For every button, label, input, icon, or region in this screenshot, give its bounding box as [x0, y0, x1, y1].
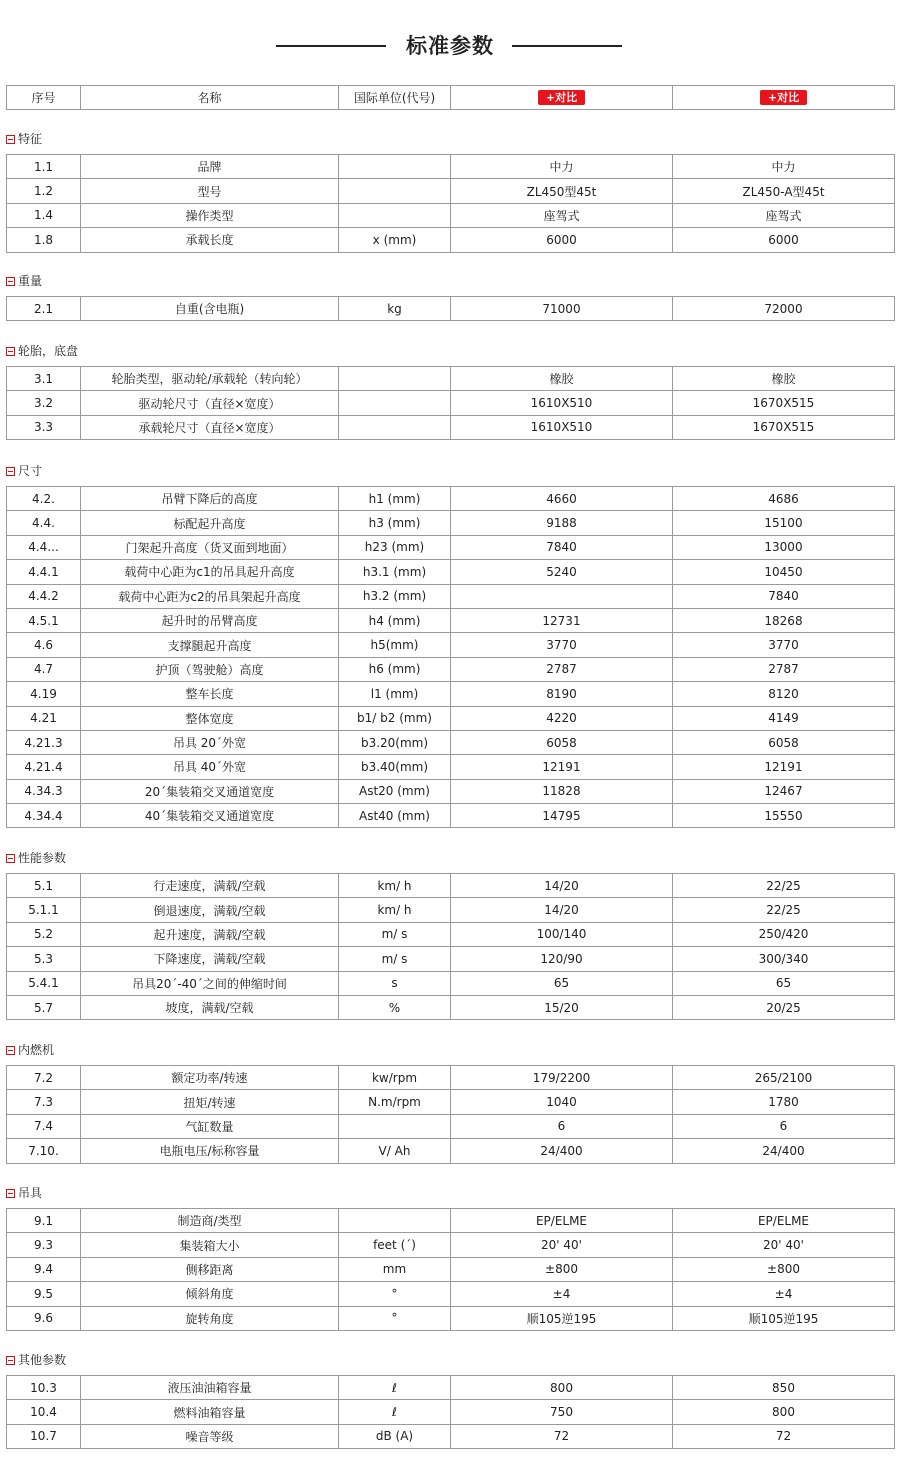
cell-unit: h5(mm) — [339, 633, 451, 657]
table-row — [7, 535, 895, 559]
cell-value-1: 3770 — [451, 633, 673, 657]
cell-no: 4.34.3 — [7, 779, 81, 803]
title-decor-line-right — [512, 45, 622, 47]
cell-unit: kg — [339, 297, 451, 321]
collapse-minus-icon[interactable] — [6, 135, 15, 144]
cell-name: 护顶（驾驶舱）高度 — [81, 657, 339, 681]
section-title: 轮胎，底盘 — [18, 344, 79, 358]
cell-value-2: 22/25 — [673, 874, 895, 898]
cell-unit — [339, 1114, 451, 1138]
cell-value-2: 座驾式 — [673, 203, 895, 227]
spec-table — [6, 873, 895, 1020]
compare-button-1[interactable]: +对比 — [538, 90, 585, 105]
cell-value-2: 8120 — [673, 682, 895, 706]
cell-unit — [339, 155, 451, 179]
table-row — [7, 560, 895, 584]
cell-name: 气缸数量 — [81, 1114, 339, 1138]
collapse-minus-icon[interactable] — [6, 347, 15, 356]
cell-value-2: 6 — [673, 1114, 895, 1138]
cell-no: 1.1 — [7, 155, 81, 179]
cell-no: 7.4 — [7, 1114, 81, 1138]
table-row — [7, 995, 895, 1019]
cell-value-2: 4149 — [673, 706, 895, 730]
cell-name: 支撑腿起升高度 — [81, 633, 339, 657]
cell-value-2: 15550 — [673, 804, 895, 828]
table-row — [7, 487, 895, 511]
cell-value-2: 800 — [673, 1400, 895, 1424]
section-header[interactable] — [6, 850, 66, 866]
spec-table — [6, 154, 895, 253]
header-row — [7, 86, 895, 110]
section-title: 内燃机 — [18, 1043, 55, 1057]
cell-unit: s — [339, 971, 451, 995]
cell-no: 2.1 — [7, 297, 81, 321]
table-row — [7, 682, 895, 706]
cell-no: 4.4. — [7, 511, 81, 535]
cell-no: 9.3 — [7, 1233, 81, 1257]
cell-unit: m/ s — [339, 947, 451, 971]
collapse-minus-icon[interactable] — [6, 1356, 15, 1365]
cell-no: 4.4... — [7, 535, 81, 559]
cell-no: 1.8 — [7, 228, 81, 252]
cell-value-2: 3770 — [673, 633, 895, 657]
section-header[interactable] — [6, 131, 42, 147]
table-row — [7, 608, 895, 632]
cell-value-2: 1670X515 — [673, 391, 895, 415]
cell-no: 7.3 — [7, 1090, 81, 1114]
cell-no: 4.21 — [7, 706, 81, 730]
table-row — [7, 657, 895, 681]
cell-name: 型号 — [81, 179, 339, 203]
cell-value-2: 24/400 — [673, 1139, 895, 1163]
table-row — [7, 367, 895, 391]
cell-value-2: 250/420 — [673, 922, 895, 946]
table-row — [7, 730, 895, 754]
table-row — [7, 297, 895, 321]
cell-name: 吊臂下降后的高度 — [81, 487, 339, 511]
cell-value-2: 2787 — [673, 657, 895, 681]
header-unit: 国际单位(代号) — [339, 86, 451, 110]
cell-name: 行走速度，满载/空载 — [81, 874, 339, 898]
cell-unit: m/ s — [339, 922, 451, 946]
cell-name: 制造商/类型 — [81, 1209, 339, 1233]
cell-unit: ° — [339, 1306, 451, 1330]
cell-name: 坡度，满载/空载 — [81, 995, 339, 1019]
cell-no: 4.6 — [7, 633, 81, 657]
cell-value-1: 65 — [451, 971, 673, 995]
header-compare-1 — [451, 86, 673, 110]
cell-no: 3.1 — [7, 367, 81, 391]
table-row — [7, 1114, 895, 1138]
cell-name: 40´集装箱交叉通道宽度 — [81, 804, 339, 828]
cell-value-1: ±800 — [451, 1257, 673, 1281]
cell-unit: h23 (mm) — [339, 535, 451, 559]
table-row — [7, 1306, 895, 1330]
table-row — [7, 391, 895, 415]
cell-name: 倾斜角度 — [81, 1282, 339, 1306]
cell-value-1: 14/20 — [451, 898, 673, 922]
cell-name: 驱动轮尺寸（直径×宽度） — [81, 391, 339, 415]
cell-unit: ° — [339, 1282, 451, 1306]
cell-unit — [339, 1209, 451, 1233]
cell-no: 10.4 — [7, 1400, 81, 1424]
spec-table — [6, 366, 895, 440]
cell-name: 标配起升高度 — [81, 511, 339, 535]
cell-no: 4.7 — [7, 657, 81, 681]
section-title: 特征 — [18, 132, 43, 146]
cell-no: 1.2 — [7, 179, 81, 203]
cell-name: 载荷中心距为c2的吊具架起升高度 — [81, 584, 339, 608]
cell-value-2: 18268 — [673, 608, 895, 632]
section-title: 其他参数 — [18, 1353, 67, 1367]
cell-value-1: 12731 — [451, 608, 673, 632]
cell-value-1: 14/20 — [451, 874, 673, 898]
section-header[interactable] — [6, 463, 42, 479]
spec-table — [6, 1065, 895, 1164]
cell-name: 自重(含电瓶) — [81, 297, 339, 321]
table-row — [7, 971, 895, 995]
table-row — [7, 755, 895, 779]
cell-unit — [339, 367, 451, 391]
cell-no: 3.2 — [7, 391, 81, 415]
cell-unit — [339, 391, 451, 415]
cell-name: 整车长度 — [81, 682, 339, 706]
cell-unit: h6 (mm) — [339, 657, 451, 681]
table-row — [7, 203, 895, 227]
cell-unit: b1/ b2 (mm) — [339, 706, 451, 730]
cell-name: 起升速度，满载/空载 — [81, 922, 339, 946]
section-title: 性能参数 — [18, 851, 67, 865]
cell-value-2: 10450 — [673, 560, 895, 584]
cell-name: 品牌 — [81, 155, 339, 179]
table-row — [7, 922, 895, 946]
cell-value-1: 1040 — [451, 1090, 673, 1114]
cell-no: 9.1 — [7, 1209, 81, 1233]
cell-unit: dB (A) — [339, 1424, 451, 1448]
cell-value-1: 12191 — [451, 755, 673, 779]
cell-value-2: 橡胶 — [673, 367, 895, 391]
cell-name: 吊具 40´外宽 — [81, 755, 339, 779]
cell-value-1: 5240 — [451, 560, 673, 584]
cell-no: 5.1.1 — [7, 898, 81, 922]
cell-unit: Ast40 (mm) — [339, 804, 451, 828]
cell-unit: h3.2 (mm) — [339, 584, 451, 608]
cell-name: 起升时的吊臂高度 — [81, 608, 339, 632]
cell-unit: N.m/rpm — [339, 1090, 451, 1114]
cell-value-1: 179/2200 — [451, 1066, 673, 1090]
table-row — [7, 1139, 895, 1163]
cell-value-1: 800 — [451, 1376, 673, 1400]
cell-value-1: ±4 — [451, 1282, 673, 1306]
cell-value-2: 13000 — [673, 535, 895, 559]
cell-no: 4.19 — [7, 682, 81, 706]
table-row — [7, 706, 895, 730]
collapse-minus-icon[interactable] — [6, 1046, 15, 1055]
cell-unit: % — [339, 995, 451, 1019]
cell-name: 电瓶电压/标称容量 — [81, 1139, 339, 1163]
cell-no: 4.5.1 — [7, 608, 81, 632]
cell-value-1: 15/20 — [451, 995, 673, 1019]
cell-unit — [339, 415, 451, 439]
table-row — [7, 1090, 895, 1114]
cell-unit: h3 (mm) — [339, 511, 451, 535]
cell-value-2: 850 — [673, 1376, 895, 1400]
cell-name: 承载长度 — [81, 228, 339, 252]
cell-no: 5.1 — [7, 874, 81, 898]
compare-button-2[interactable]: +对比 — [760, 90, 807, 105]
cell-no: 5.4.1 — [7, 971, 81, 995]
cell-name: 吊具 20´外宽 — [81, 730, 339, 754]
header-name: 名称 — [81, 86, 339, 110]
cell-value-2: 65 — [673, 971, 895, 995]
cell-name: 噪音等级 — [81, 1424, 339, 1448]
cell-name: 吊具20´-40´之间的伸缩时间 — [81, 971, 339, 995]
cell-unit: b3.40(mm) — [339, 755, 451, 779]
cell-name: 旋转角度 — [81, 1306, 339, 1330]
cell-value-2: 22/25 — [673, 898, 895, 922]
cell-value-1: 120/90 — [451, 947, 673, 971]
table-row — [7, 1209, 895, 1233]
cell-unit: ℓ — [339, 1400, 451, 1424]
cell-no: 10.7 — [7, 1424, 81, 1448]
cell-value-1: 橡胶 — [451, 367, 673, 391]
table-row — [7, 511, 895, 535]
cell-no: 9.6 — [7, 1306, 81, 1330]
cell-unit: ℓ — [339, 1376, 451, 1400]
cell-no: 9.4 — [7, 1257, 81, 1281]
cell-value-1: 7840 — [451, 535, 673, 559]
cell-no: 3.3 — [7, 415, 81, 439]
cell-name: 扭矩/转速 — [81, 1090, 339, 1114]
cell-value-2: 12191 — [673, 755, 895, 779]
cell-name: 20´集装箱交叉通道宽度 — [81, 779, 339, 803]
section-title: 尺寸 — [18, 464, 43, 478]
cell-name: 操作类型 — [81, 203, 339, 227]
cell-no: 9.5 — [7, 1282, 81, 1306]
table-row — [7, 1233, 895, 1257]
page-title-area — [0, 28, 900, 64]
cell-value-2: 265/2100 — [673, 1066, 895, 1090]
cell-value-2: EP/ELME — [673, 1209, 895, 1233]
table-row — [7, 584, 895, 608]
cell-value-2: 1780 — [673, 1090, 895, 1114]
table-row — [7, 415, 895, 439]
cell-value-2: 6000 — [673, 228, 895, 252]
cell-name: 倒退速度，满载/空载 — [81, 898, 339, 922]
cell-value-2: 中力 — [673, 155, 895, 179]
cell-value-2: 72000 — [673, 297, 895, 321]
cell-name: 载荷中心距为c1的吊具起升高度 — [81, 560, 339, 584]
cell-value-2: 72 — [673, 1424, 895, 1448]
header-no: 序号 — [7, 86, 81, 110]
table-row — [7, 874, 895, 898]
cell-value-1: 1610X510 — [451, 391, 673, 415]
cell-value-1: 24/400 — [451, 1139, 673, 1163]
cell-value-2: 12467 — [673, 779, 895, 803]
table-row — [7, 1376, 895, 1400]
cell-value-1: 9188 — [451, 511, 673, 535]
cell-unit: km/ h — [339, 874, 451, 898]
cell-value-2: 7840 — [673, 584, 895, 608]
cell-no: 10.3 — [7, 1376, 81, 1400]
cell-unit: km/ h — [339, 898, 451, 922]
header-compare-2 — [673, 86, 895, 110]
section-header[interactable] — [6, 1042, 54, 1058]
cell-name: 燃料油箱容量 — [81, 1400, 339, 1424]
spec-table — [6, 1375, 895, 1449]
cell-name: 轮胎类型，驱动轮/承载轮（转向轮） — [81, 367, 339, 391]
cell-value-2: 1670X515 — [673, 415, 895, 439]
table-row — [7, 1400, 895, 1424]
table-row — [7, 947, 895, 971]
section-header[interactable] — [6, 343, 78, 359]
cell-name: 下降速度，满载/空载 — [81, 947, 339, 971]
cell-name: 门架起升高度（货叉面到地面） — [81, 535, 339, 559]
table-row — [7, 1424, 895, 1448]
cell-name: 额定功率/转速 — [81, 1066, 339, 1090]
table-row — [7, 804, 895, 828]
table-row — [7, 1257, 895, 1281]
cell-no: 4.4.1 — [7, 560, 81, 584]
cell-value-2: ±800 — [673, 1257, 895, 1281]
table-row — [7, 1282, 895, 1306]
table-row — [7, 779, 895, 803]
cell-value-2: 顺105逆195 — [673, 1306, 895, 1330]
cell-value-1: 71000 — [451, 297, 673, 321]
table-row — [7, 179, 895, 203]
section-header[interactable] — [6, 1352, 66, 1368]
cell-unit: l1 (mm) — [339, 682, 451, 706]
cell-value-1: 100/140 — [451, 922, 673, 946]
cell-value-1: ZL450型45t — [451, 179, 673, 203]
cell-no: 5.7 — [7, 995, 81, 1019]
page-title: 标准参数 — [406, 34, 494, 58]
section-title: 吊具 — [18, 1186, 43, 1200]
section-header[interactable] — [6, 273, 42, 289]
cell-unit: V/ Ah — [339, 1139, 451, 1163]
table-row — [7, 898, 895, 922]
cell-value-2: 20' 40' — [673, 1233, 895, 1257]
cell-no: 4.21.3 — [7, 730, 81, 754]
cell-name: 侧移距离 — [81, 1257, 339, 1281]
cell-unit: Ast20 (mm) — [339, 779, 451, 803]
cell-unit: mm — [339, 1257, 451, 1281]
cell-value-1: 2787 — [451, 657, 673, 681]
collapse-minus-icon[interactable] — [6, 854, 15, 863]
table-row — [7, 1066, 895, 1090]
table-row — [7, 633, 895, 657]
cell-no: 5.3 — [7, 947, 81, 971]
cell-unit — [339, 179, 451, 203]
spec-table — [6, 296, 895, 321]
collapse-minus-icon[interactable] — [6, 277, 15, 286]
table-row — [7, 228, 895, 252]
section-title: 重量 — [18, 274, 43, 288]
cell-value-1: 8190 — [451, 682, 673, 706]
header-table — [6, 85, 895, 110]
cell-value-2: 300/340 — [673, 947, 895, 971]
cell-unit: feet (´) — [339, 1233, 451, 1257]
cell-name: 液压油油箱容量 — [81, 1376, 339, 1400]
cell-value-1: 20' 40' — [451, 1233, 673, 1257]
cell-value-1: 中力 — [451, 155, 673, 179]
cell-value-1: 6058 — [451, 730, 673, 754]
cell-no: 7.10. — [7, 1139, 81, 1163]
cell-value-1: 顺105逆195 — [451, 1306, 673, 1330]
spec-table — [6, 486, 895, 828]
cell-value-1: 6000 — [451, 228, 673, 252]
cell-unit: kw/rpm — [339, 1066, 451, 1090]
cell-value-1: 6 — [451, 1114, 673, 1138]
cell-unit — [339, 203, 451, 227]
cell-value-2: 6058 — [673, 730, 895, 754]
cell-no: 4.21.4 — [7, 755, 81, 779]
cell-unit: x (mm) — [339, 228, 451, 252]
cell-value-1: 4220 — [451, 706, 673, 730]
cell-no: 1.4 — [7, 203, 81, 227]
table-row — [7, 155, 895, 179]
cell-no: 7.2 — [7, 1066, 81, 1090]
cell-value-2: ±4 — [673, 1282, 895, 1306]
cell-no: 4.34.4 — [7, 804, 81, 828]
cell-value-1: 1610X510 — [451, 415, 673, 439]
section-header[interactable] — [6, 1185, 42, 1201]
cell-name: 整体宽度 — [81, 706, 339, 730]
collapse-minus-icon[interactable] — [6, 467, 15, 476]
cell-value-2: ZL450-A型45t — [673, 179, 895, 203]
cell-value-1: 座驾式 — [451, 203, 673, 227]
cell-value-1: EP/ELME — [451, 1209, 673, 1233]
cell-no: 5.2 — [7, 922, 81, 946]
spec-table — [6, 1208, 895, 1331]
cell-no: 4.4.2 — [7, 584, 81, 608]
cell-name: 集装箱大小 — [81, 1233, 339, 1257]
cell-value-1: 14795 — [451, 804, 673, 828]
cell-value-1: 11828 — [451, 779, 673, 803]
cell-value-2: 15100 — [673, 511, 895, 535]
collapse-minus-icon[interactable] — [6, 1189, 15, 1198]
cell-unit: h4 (mm) — [339, 608, 451, 632]
cell-name: 承载轮尺寸（直径×宽度） — [81, 415, 339, 439]
cell-unit: h1 (mm) — [339, 487, 451, 511]
cell-value-2: 20/25 — [673, 995, 895, 1019]
cell-value-1: 4660 — [451, 487, 673, 511]
cell-value-1: 750 — [451, 1400, 673, 1424]
cell-value-2: 4686 — [673, 487, 895, 511]
cell-unit: b3.20(mm) — [339, 730, 451, 754]
cell-value-1: 72 — [451, 1424, 673, 1448]
cell-no: 4.2. — [7, 487, 81, 511]
cell-unit: h3.1 (mm) — [339, 560, 451, 584]
cell-value-1 — [451, 584, 673, 608]
